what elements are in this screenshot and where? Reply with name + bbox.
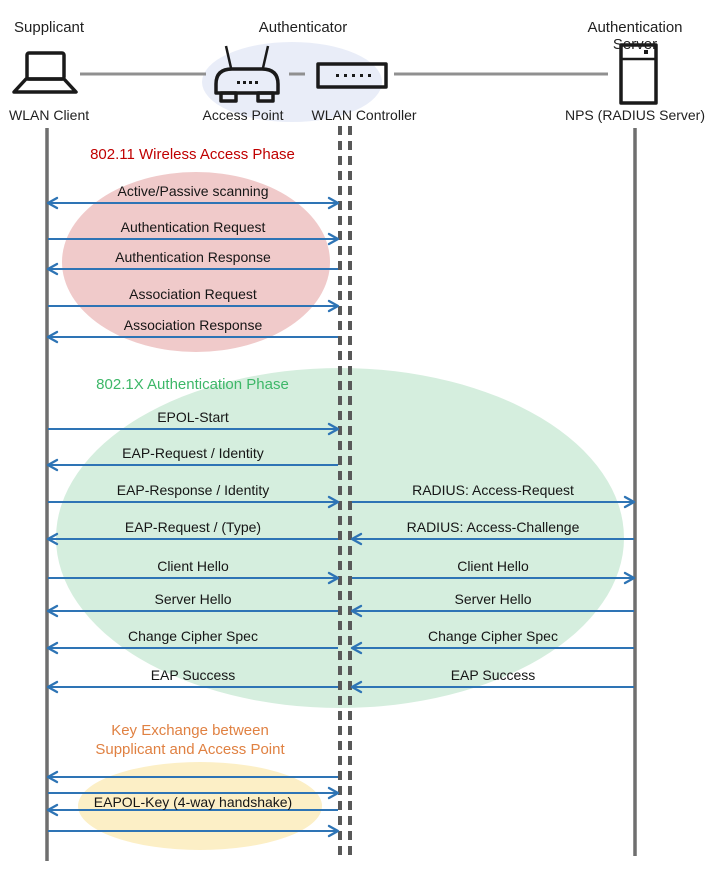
- message-label: RADIUS: Access-Request: [412, 482, 574, 498]
- message-label: EAP Success: [150, 667, 236, 683]
- message-label: Client Hello: [157, 558, 229, 574]
- node-label-wlan-controller: WLAN Controller: [311, 107, 417, 123]
- phase3-title-line2: Supplicant and Access Point: [95, 741, 285, 758]
- message-label: Authentication Response: [115, 249, 271, 265]
- server-icon: [621, 45, 656, 103]
- message-label: EAP Success: [450, 667, 536, 683]
- message-label: Association Response: [123, 317, 263, 333]
- phase1-title: 802.11 Wireless Access Phase: [90, 146, 295, 163]
- message-label: Change Cipher Spec: [428, 628, 558, 644]
- node-label-wlan-client: WLAN Client: [9, 107, 90, 123]
- message-label: RADIUS: Access-Challenge: [406, 519, 580, 535]
- message-label: Client Hello: [457, 558, 529, 574]
- message-label: Association Request: [129, 286, 257, 302]
- message-label: Authentication Request: [120, 219, 266, 235]
- message-label: EAP-Request / Identity: [122, 445, 264, 461]
- role-supplicant: Supplicant: [14, 19, 85, 36]
- message-label: Change Cipher Spec: [128, 628, 258, 644]
- message-label: Server Hello: [154, 591, 232, 607]
- role-authentication-server: Authentication Server: [587, 19, 683, 53]
- phase3-title-line1: Key Exchange between: [111, 722, 269, 739]
- role-authenticator: Authenticator: [258, 19, 348, 36]
- message-label: EPOL-Start: [157, 409, 229, 425]
- message-label: Server Hello: [454, 591, 532, 607]
- message-label: Active/Passive scanning: [117, 183, 269, 199]
- phase2-title: 802.1X Authentication Phase: [96, 376, 289, 393]
- message-label: EAP-Request / (Type): [124, 519, 262, 535]
- message-label: EAP-Response / Identity: [116, 482, 270, 498]
- message-label: EAPOL-Key (4-way handshake): [93, 794, 293, 810]
- node-label-nps-radius-server: NPS (RADIUS Server): [564, 107, 706, 123]
- node-label-access-point: Access Point: [202, 107, 284, 123]
- laptop-icon: [14, 53, 76, 92]
